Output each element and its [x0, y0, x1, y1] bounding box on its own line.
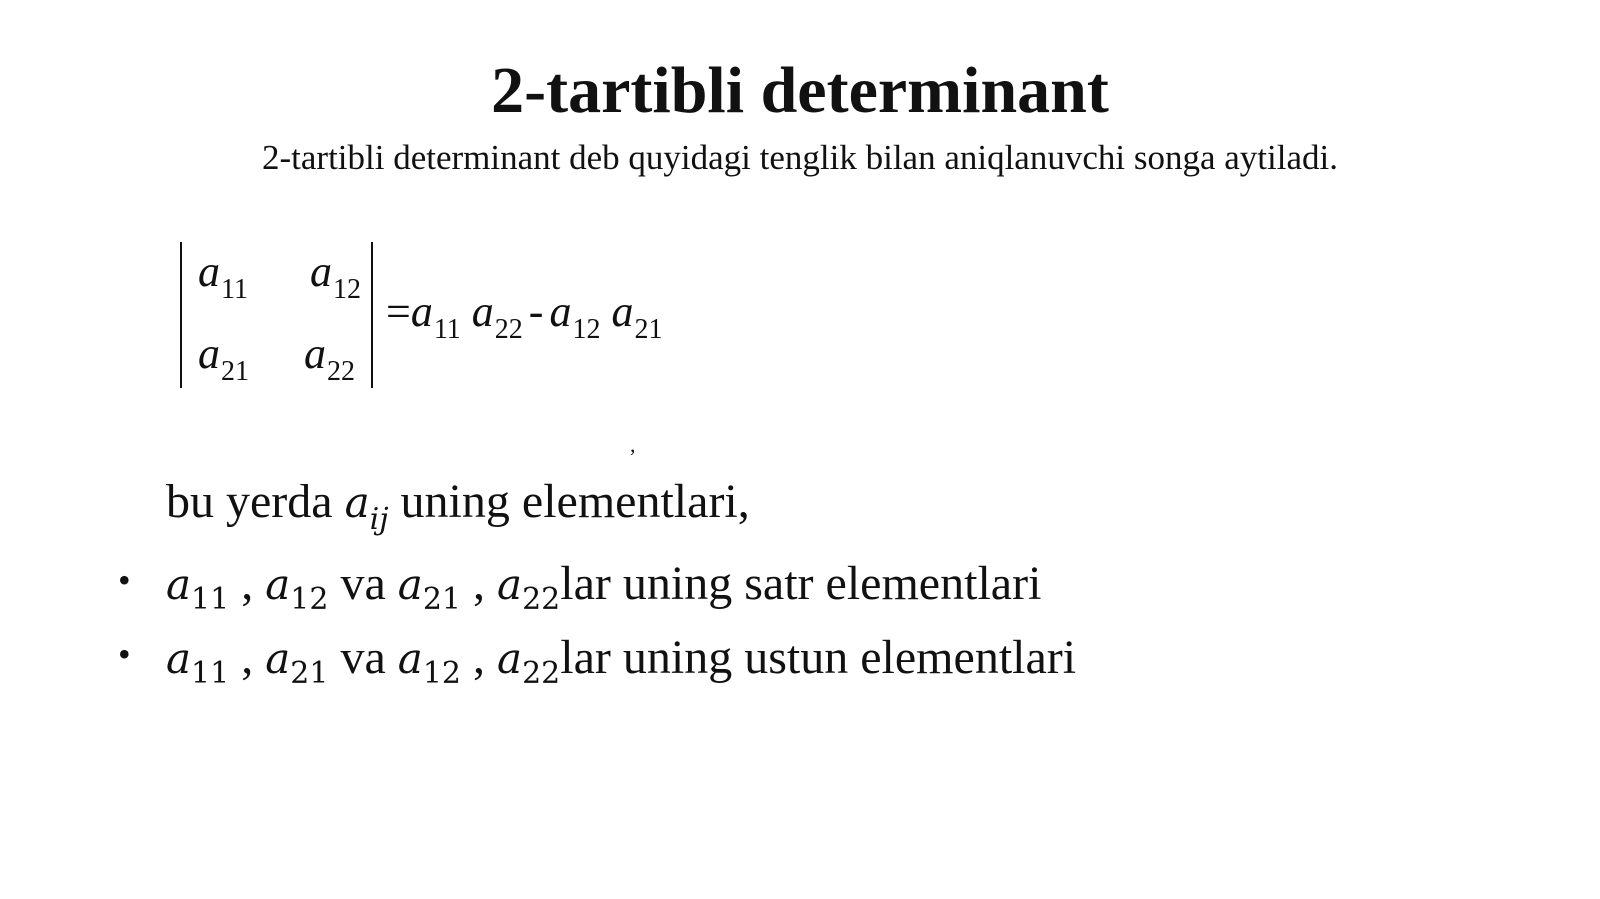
slide-title: 2-tartibli determinant — [491, 54, 1109, 127]
bullet-icon: • — [118, 634, 131, 674]
determinant-expansion: $=a_{11}$ $a_{22} - a_{12}$ $a_{21}$ — [386, 287, 663, 345]
minus-sign: - — [528, 287, 544, 336]
determinant-right-bar — [371, 242, 373, 388]
intro-line: bu yerda $a_{ij}$ uning elementlari, — [166, 475, 750, 537]
determinant-formula — [180, 238, 740, 398]
matrix-cell-a12: $a_{12}$ — [310, 247, 361, 305]
matrix-cell-a22: $a_{22}$ — [304, 329, 355, 387]
stray-comma: , — [630, 432, 636, 457]
slide-subtitle: 2-tartibli determinant deb quyidagi tenglik bilan aniqlanuvchi songa aytiladi. — [262, 138, 1338, 177]
equals-sign: = — [386, 287, 411, 336]
slide: 2-tartibli determinant 2-tartibli determinant deb quyidagi tenglik bilan aniqlanuvchi songa aytiladi. $a_{11}$ $a_{12}$ $a_{21}$ $a_{22}$ $=a_{11}$ $a_{22} - a_{12}$ $a_{21}$ , bu yerda $a_{ij}$ uning elementlari, • $a_{11}$ , $a_{12}$ va $a_{21}$ , $a_{22}lar$ uning satr elementlari • $a_{11}$ , $a_{21}$ va $a_{12}$ , $a_{22}lar$ uning ustun elementlari — [0, 0, 1600, 899]
matrix-cell-a11: $a_{11}$ — [198, 247, 248, 305]
determinant-left-bar — [180, 242, 182, 388]
bullet-icon: • — [118, 560, 131, 600]
matrix-cell-a21: $a_{21}$ — [198, 329, 249, 387]
